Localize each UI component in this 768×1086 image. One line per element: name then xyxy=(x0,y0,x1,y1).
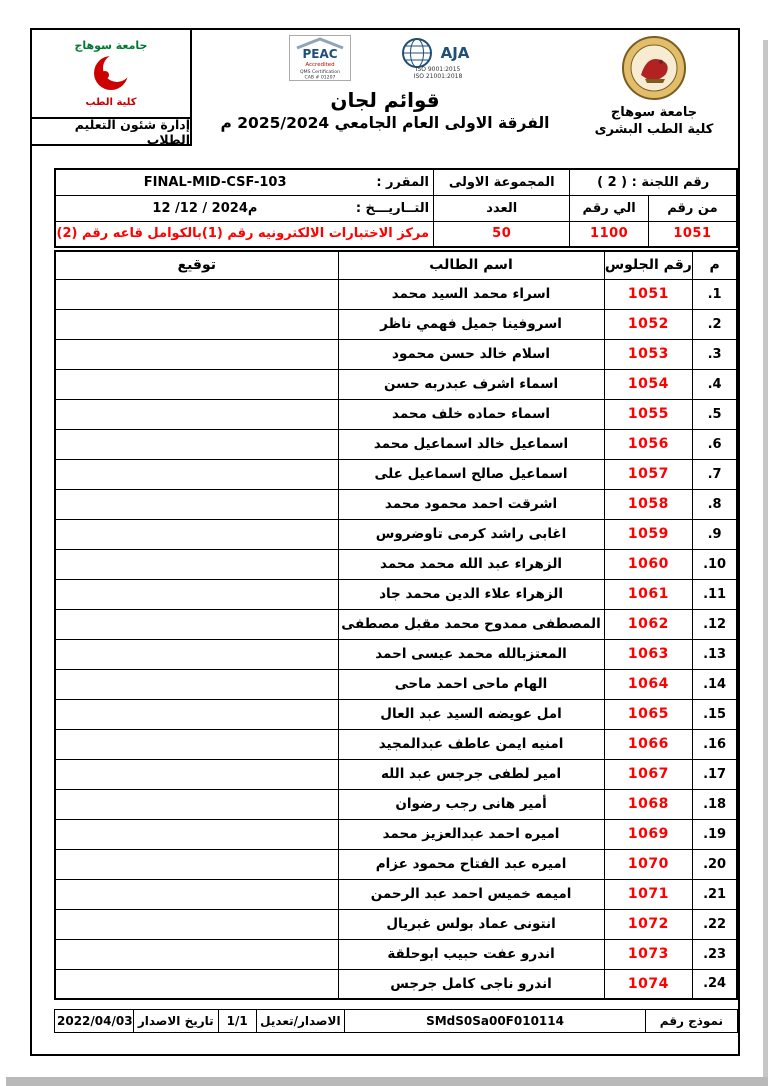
row-serial: 1. xyxy=(693,279,737,309)
document-title: قوائم لجان xyxy=(330,88,440,112)
row-seat-number: 1051 xyxy=(604,279,693,309)
table-row xyxy=(55,939,737,969)
row-signature-cell xyxy=(55,759,338,789)
course-label: المقرر : xyxy=(376,174,430,190)
row-serial: 4. xyxy=(693,369,737,399)
table-row xyxy=(55,519,737,549)
row-signature-cell xyxy=(55,339,338,369)
row-serial: 12. xyxy=(693,609,737,639)
row-student-name: اندرو عفت حبيب ابوحلقة xyxy=(338,939,604,969)
table-row xyxy=(55,549,737,579)
row-signature-cell xyxy=(55,459,338,489)
document-frame xyxy=(30,28,740,1056)
row-student-name: انتونى عماد بولس غبريال xyxy=(338,909,604,939)
form-code: SMdS0Sa00F010114 xyxy=(345,1010,646,1033)
row-student-name: اسماء حماده خلف محمد xyxy=(338,399,604,429)
row-seat-number: 1064 xyxy=(604,669,693,699)
row-seat-number: 1072 xyxy=(604,909,693,939)
faculty-name: كلية الطب البشرى xyxy=(594,121,714,137)
row-serial: 6. xyxy=(693,429,737,459)
row-signature-cell xyxy=(55,399,338,429)
aja-logo-line1: ISO 9001:2015 xyxy=(415,66,461,73)
row-student-name: امنيه ايمن عاطف عبدالمجيد xyxy=(338,729,604,759)
row-signature-cell xyxy=(55,579,338,609)
row-seat-number: 1071 xyxy=(604,879,693,909)
table-row xyxy=(55,669,737,699)
table-row xyxy=(55,849,737,879)
table-row xyxy=(55,279,737,309)
date-label: التــاريـــخ : xyxy=(355,200,430,216)
table-row xyxy=(55,459,737,489)
row-seat-number: 1055 xyxy=(604,399,693,429)
row-signature-cell xyxy=(55,549,338,579)
row-seat-number: 1061 xyxy=(604,579,693,609)
students-table xyxy=(54,250,738,1000)
table-row xyxy=(55,879,737,909)
row-seat-number: 1073 xyxy=(604,939,693,969)
table-row xyxy=(55,699,737,729)
row-serial: 13. xyxy=(693,639,737,669)
row-seat-number: 1074 xyxy=(604,969,693,999)
count-label-cell: العدد xyxy=(434,195,570,221)
table-row xyxy=(55,579,737,609)
row-serial: 16. xyxy=(693,729,737,759)
row-serial: 10. xyxy=(693,549,737,579)
document-subtitle: الفرقة الاولى العام الجامعي 2025/2024 م xyxy=(220,114,550,132)
exam-center-note: مركز الاختبارات الالكترونيه رقم (1)بالكوامل قاعه رقم (2) xyxy=(55,221,434,247)
header xyxy=(32,30,738,168)
to-number-label-cell: الي رقم xyxy=(570,195,648,221)
row-student-name: اشرقت احمد محمود محمد xyxy=(338,489,604,519)
row-student-name: اميمه خميس احمد عبد الرحمن xyxy=(338,879,604,909)
row-student-name: الزهراء عبد الله محمد محمد xyxy=(338,549,604,579)
row-student-name: امير لطفى جرجس عبد الله xyxy=(338,759,604,789)
table-row xyxy=(55,909,737,939)
row-seat-number: 1062 xyxy=(604,609,693,639)
row-seat-number: 1052 xyxy=(604,309,693,339)
peac-logo-line1: Accredited xyxy=(305,62,335,68)
row-student-name: اسماعيل صالح اسماعيل على xyxy=(338,459,604,489)
table-row xyxy=(55,819,737,849)
table-row xyxy=(55,489,737,519)
crescent-logo-top-text: جامعة سوهاج xyxy=(74,38,148,52)
row-signature-cell xyxy=(55,699,338,729)
row-student-name: اسروفينا جميل فهمي ناظر xyxy=(338,309,604,339)
row-seat-number: 1069 xyxy=(604,819,693,849)
row-student-name: المصطفى ممدوح محمد مقبل مصطفى xyxy=(338,609,604,639)
row-signature-cell xyxy=(55,939,338,969)
row-signature-cell xyxy=(55,789,338,819)
table-row xyxy=(55,309,737,339)
row-signature-cell xyxy=(55,669,338,699)
row-seat-number: 1053 xyxy=(604,339,693,369)
from-number-value: 1051 xyxy=(648,221,737,247)
date-value: 12 /12 / 2024م xyxy=(152,200,258,216)
table-row xyxy=(55,339,737,369)
row-serial: 24. xyxy=(693,969,737,999)
scan-shadow-bottom xyxy=(6,1077,768,1086)
row-seat-number: 1057 xyxy=(604,459,693,489)
table-row xyxy=(55,729,737,759)
col-header-serial: م xyxy=(693,251,737,279)
table-row xyxy=(55,789,737,819)
department-box xyxy=(32,30,192,146)
row-student-name: اسماء اشرف عبدربه حسن xyxy=(338,369,604,399)
table-row xyxy=(55,609,737,639)
row-seat-number: 1054 xyxy=(604,369,693,399)
count-value: 50 xyxy=(434,221,570,247)
row-serial: 8. xyxy=(693,489,737,519)
row-seat-number: 1070 xyxy=(604,849,693,879)
row-serial: 9. xyxy=(693,519,737,549)
row-serial: 11. xyxy=(693,579,737,609)
row-student-name: اسماعيل خالد اسماعيل محمد xyxy=(338,429,604,459)
students-tbody xyxy=(55,279,737,999)
students-header-row xyxy=(55,251,737,279)
row-student-name: اميره احمد عبدالعزيز محمد xyxy=(338,819,604,849)
form-number-label: نموذج رقم xyxy=(645,1010,737,1033)
row-signature-cell xyxy=(55,639,338,669)
table-row xyxy=(55,969,737,999)
row-serial: 14. xyxy=(693,669,737,699)
committee-number-cell: رقم اللجنة : ( 2 ) xyxy=(570,169,737,195)
row-student-name: الزهراء علاء الدين محمد جاد xyxy=(338,579,604,609)
row-seat-number: 1060 xyxy=(604,549,693,579)
row-serial: 17. xyxy=(693,759,737,789)
peac-logo-line2: QMS Certification xyxy=(300,70,340,75)
issue-date-value: 2022/04/03 xyxy=(55,1010,134,1033)
group-cell: المجموعة الاولى xyxy=(434,169,570,195)
row-serial: 15. xyxy=(693,699,737,729)
peac-logo-line3: CAB # 01207 xyxy=(304,75,336,81)
scan-shadow-right xyxy=(763,40,768,1086)
crescent-logo-bottom-text: كلية الطب xyxy=(85,96,137,108)
row-seat-number: 1059 xyxy=(604,519,693,549)
row-student-name: أمير هانى رجب رضوان xyxy=(338,789,604,819)
accreditation-logos xyxy=(200,35,570,85)
row-seat-number: 1066 xyxy=(604,729,693,759)
row-seat-number: 1058 xyxy=(604,489,693,519)
table-row xyxy=(55,429,737,459)
row-signature-cell xyxy=(55,909,338,939)
row-seat-number: 1065 xyxy=(604,699,693,729)
row-serial: 3. xyxy=(693,339,737,369)
university-name: جامعة سوهاج xyxy=(610,105,698,120)
row-signature-cell xyxy=(55,519,338,549)
department-caption: إدارة شئون التعليم الطلاب xyxy=(32,117,190,144)
row-signature-cell xyxy=(55,729,338,759)
revision-label: الاصدار/تعديل xyxy=(256,1010,345,1033)
row-signature-cell xyxy=(55,969,338,999)
committee-info-table xyxy=(54,168,738,248)
row-signature-cell xyxy=(55,429,338,459)
course-code: FINAL-MID-CSF-103 xyxy=(143,174,287,190)
row-student-name: الهام ماحى احمد ماحى xyxy=(338,669,604,699)
row-serial: 2. xyxy=(693,309,737,339)
sohag-university-seal-icon xyxy=(621,86,687,105)
row-student-name: اميره عبد الفتاح محمود عزام xyxy=(338,849,604,879)
row-student-name: اسراء محمد السيد محمد xyxy=(338,279,604,309)
row-signature-cell xyxy=(55,879,338,909)
table-row xyxy=(55,369,737,399)
row-student-name: امل عويضه السيد عبد العال xyxy=(338,699,604,729)
row-signature-cell xyxy=(55,849,338,879)
row-student-name: اسلام خالد حسن محمود xyxy=(338,339,604,369)
col-header-seat-number: رقم الجلوس xyxy=(604,251,693,279)
row-serial: 18. xyxy=(693,789,737,819)
header-center xyxy=(200,35,570,132)
row-seat-number: 1063 xyxy=(604,639,693,669)
table-row xyxy=(55,639,737,669)
aja-logo-name: AJA xyxy=(440,44,470,62)
peac-logo-name: PEAC xyxy=(302,47,338,61)
row-serial: 22. xyxy=(693,909,737,939)
row-serial: 20. xyxy=(693,849,737,879)
row-signature-cell xyxy=(55,369,338,399)
row-seat-number: 1067 xyxy=(604,759,693,789)
table-row xyxy=(55,399,737,429)
row-student-name: المعتزبالله محمد عيسى احمد xyxy=(338,639,604,669)
row-serial: 23. xyxy=(693,939,737,969)
col-header-student-name: اسم الطالب xyxy=(338,251,604,279)
date-cell xyxy=(55,195,434,221)
aja-logo-line2: ISO 21001:2018 xyxy=(413,73,463,80)
row-signature-cell xyxy=(55,489,338,519)
row-serial: 5. xyxy=(693,399,737,429)
row-seat-number: 1068 xyxy=(604,789,693,819)
tables-area xyxy=(32,168,738,1033)
from-number-label-cell: من رقم xyxy=(648,195,737,221)
row-student-name: اندرو ناجى كامل جرجس xyxy=(338,969,604,999)
revision-value: 1/1 xyxy=(218,1010,256,1033)
aja-iso-logo-icon xyxy=(395,35,481,85)
row-signature-cell xyxy=(55,309,338,339)
row-signature-cell xyxy=(55,819,338,849)
footer-table xyxy=(54,1009,738,1033)
university-area xyxy=(578,35,730,139)
row-signature-cell xyxy=(55,609,338,639)
col-header-signature: توقيع xyxy=(55,251,338,279)
row-serial: 21. xyxy=(693,879,737,909)
to-number-value: 1100 xyxy=(570,221,648,247)
peac-accreditation-logo-icon xyxy=(289,35,351,85)
course-cell xyxy=(55,169,434,195)
row-seat-number: 1056 xyxy=(604,429,693,459)
row-serial: 7. xyxy=(693,459,737,489)
row-student-name: اغابى راشد كرمى تاوضروس xyxy=(338,519,604,549)
row-serial: 19. xyxy=(693,819,737,849)
table-row xyxy=(55,759,737,789)
issue-date-label: تاريخ الاصدار xyxy=(133,1010,218,1033)
red-crescent-logo-icon xyxy=(32,30,190,117)
row-signature-cell xyxy=(55,279,338,309)
